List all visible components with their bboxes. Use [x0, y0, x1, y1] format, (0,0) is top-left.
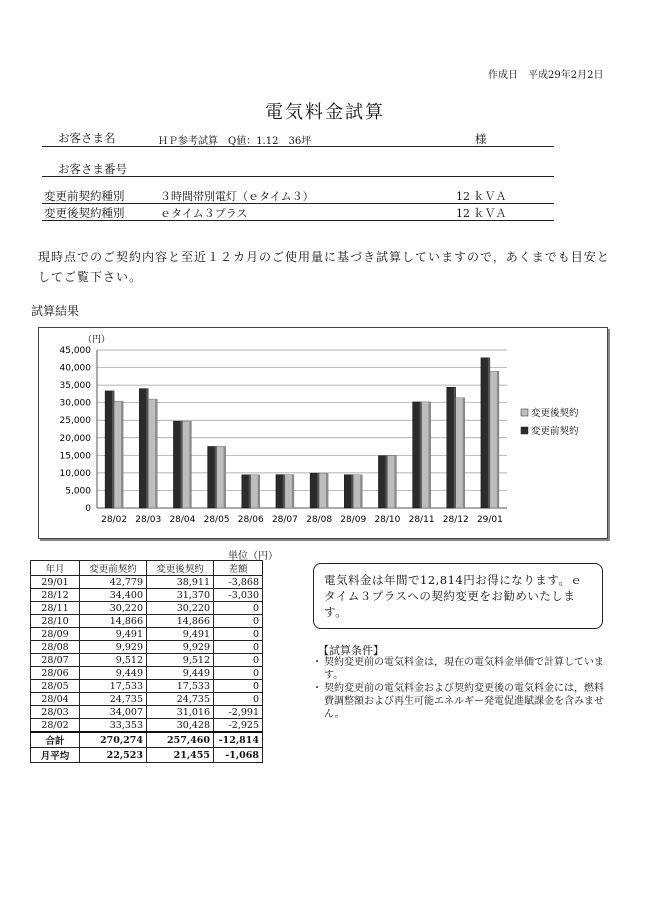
contract-before-capacity: 12 ｋＶＡ	[456, 190, 507, 203]
customer-number-underline	[42, 176, 554, 177]
bar-after-shade	[189, 421, 191, 508]
bar-before-shade	[317, 473, 319, 508]
y-tick-label: 25,000	[59, 416, 91, 427]
bar-after-shade	[224, 446, 226, 508]
x-tick-label: 28/05	[203, 515, 230, 525]
cell-diff: 0	[214, 615, 263, 628]
customer-name-label: お客さま名	[58, 131, 116, 145]
bar-after-shade	[326, 473, 328, 508]
contract-before-underline	[42, 203, 554, 204]
table-row	[31, 602, 263, 615]
y-tick-label: 5,000	[65, 486, 91, 497]
x-tick-label: 29/01	[476, 515, 503, 525]
chart-frame	[38, 327, 608, 539]
y-tick-label: 15,000	[59, 451, 91, 462]
cell-before: 34,007	[80, 706, 147, 719]
cell-month: 28/11	[31, 602, 80, 615]
cell-month: 28/04	[31, 693, 80, 706]
cell-before: 34,400	[80, 589, 147, 602]
cell-after: 9,449	[147, 667, 214, 680]
cell-after: 9,491	[147, 628, 214, 641]
cell-before: 24,735	[80, 693, 147, 706]
y-tick-label: 40,000	[59, 363, 91, 374]
legend-swatch	[521, 409, 528, 416]
cell-before: 9,512	[80, 654, 147, 667]
cell-diff: -2,925	[214, 719, 263, 733]
conditions-list	[312, 656, 612, 721]
condition-item: ・ 契約変更前の電気料金および契約変更後の電気料金には，燃料費調整額および再生可能エネルギー発電促進賦課金を含みません。	[312, 682, 612, 721]
cell-total-before: 270,274	[80, 732, 147, 748]
contract-after-capacity: 12 ｋＶＡ	[456, 207, 507, 220]
table-row	[31, 667, 263, 680]
estimate-note: 現時点でのご契約内容と至近１２カ月のご使用量に基づき試算していますので，あくまでも目安としてご覧下さい。	[38, 250, 610, 284]
legend-label: 変更前契約	[531, 426, 579, 437]
contract-after-label: 変更後契約種別	[44, 206, 125, 220]
cell-after: 24,735	[147, 693, 214, 706]
x-tick-label: 28/10	[374, 515, 401, 525]
table-row	[31, 719, 263, 733]
cell-month: 28/02	[31, 719, 80, 733]
savings-message: 電気料金は年間で12,814円お得になります。ｅタイム３プラスへの契約変更をお勧めいたします。	[313, 563, 603, 629]
bar-after-shade	[155, 399, 157, 508]
cell-diff: -3,868	[214, 576, 263, 589]
created-date: 作成日 平成29年2月2日	[488, 70, 604, 81]
cell-diff: 0	[214, 693, 263, 706]
customer-name-value: ＨＰ参考試算 Q値：1.12 36坪	[158, 136, 312, 147]
bar-before-shade	[215, 446, 217, 508]
bar-before-shade	[249, 475, 251, 508]
condition-item: ・ 契約変更前の電気料金は，現在の電気料金単価で計算しています。	[312, 656, 612, 682]
cell-total-label: 月平均	[31, 748, 80, 763]
x-tick-label: 28/02	[101, 515, 128, 525]
header-month: 年月	[31, 561, 80, 576]
bar-after-shade	[292, 475, 294, 508]
y-tick-label: 10,000	[59, 468, 91, 479]
cell-total-before: 22,523	[80, 748, 147, 763]
legend-swatch	[521, 427, 528, 434]
contract-before-label: 変更前契約種別	[44, 189, 125, 203]
cell-total-label: 合計	[31, 732, 80, 748]
cell-after: 31,370	[147, 589, 214, 602]
cell-total-diff: -12,814	[214, 732, 263, 748]
cell-after: 30,220	[147, 602, 214, 615]
cell-before: 30,220	[80, 602, 147, 615]
cell-diff: 0	[214, 641, 263, 654]
table-row	[31, 680, 263, 693]
cell-month: 28/10	[31, 615, 80, 628]
bar-after-shade	[121, 401, 123, 508]
x-tick-label: 28/12	[442, 515, 469, 525]
y-tick-label: 35,000	[59, 381, 91, 392]
y-tick-label: 0	[85, 504, 91, 514]
x-tick-label: 28/07	[271, 515, 298, 525]
contract-after-underline	[42, 220, 554, 221]
table-row	[31, 628, 263, 641]
cell-diff: -3,030	[214, 589, 263, 602]
cell-diff: 0	[214, 602, 263, 615]
cell-before: 42,779	[80, 576, 147, 589]
bar-after-shade	[497, 371, 499, 508]
table-row	[31, 706, 263, 719]
condition-text: 契約変更前の電気料金は，現在の電気料金単価で計算しています。	[324, 657, 604, 681]
bar-chart	[39, 328, 607, 538]
bar-after-shade	[394, 456, 396, 508]
cell-after: 38,911	[147, 576, 214, 589]
table-total-row	[31, 748, 263, 763]
x-tick-label: 28/04	[169, 515, 196, 525]
cell-after: 9,929	[147, 641, 214, 654]
cell-before: 9,449	[80, 667, 147, 680]
cell-month: 28/05	[31, 680, 80, 693]
cell-month: 28/08	[31, 641, 80, 654]
cell-before: 33,353	[80, 719, 147, 733]
cell-after: 17,533	[147, 680, 214, 693]
bar-before-shade	[488, 358, 490, 508]
cell-after: 9,512	[147, 654, 214, 667]
header-after: 変更後契約	[147, 561, 214, 576]
cell-total-after: 257,460	[147, 732, 214, 748]
table-total-row	[31, 732, 263, 748]
table-row	[31, 589, 263, 602]
cell-after: 31,016	[147, 706, 214, 719]
bar-after-shade	[360, 475, 362, 508]
legend-label: 変更後契約	[531, 408, 579, 419]
cell-before: 9,929	[80, 641, 147, 654]
cell-diff: 0	[214, 680, 263, 693]
cell-after: 14,866	[147, 615, 214, 628]
cell-month: 28/12	[31, 589, 80, 602]
cell-diff: 0	[214, 654, 263, 667]
table-unit: 単位（円）	[228, 551, 278, 562]
cell-diff: -2,991	[214, 706, 263, 719]
cell-after: 30,428	[147, 719, 214, 733]
comparison-table	[30, 560, 263, 763]
cell-before: 14,866	[80, 615, 147, 628]
header-diff: 差額	[214, 561, 263, 576]
header-before: 変更前契約	[80, 561, 147, 576]
table-row	[31, 576, 263, 589]
x-tick-label: 28/08	[306, 515, 333, 525]
bar-after-shade	[463, 398, 465, 508]
cell-month: 28/07	[31, 654, 80, 667]
y-tick-label: 45,000	[59, 346, 91, 356]
cell-month: 28/09	[31, 628, 80, 641]
table-row	[31, 641, 263, 654]
cell-total-after: 21,455	[147, 748, 214, 763]
bar-after-shade	[429, 402, 431, 508]
section-title: 試算結果	[31, 304, 80, 318]
page-title: 電気料金試算	[265, 102, 385, 123]
cell-diff: 0	[214, 667, 263, 680]
bar-after-shade	[258, 475, 260, 508]
bar-before-shade	[146, 389, 148, 508]
x-tick-label: 28/09	[340, 515, 367, 525]
bar-before-shade	[180, 421, 182, 508]
table-row	[31, 654, 263, 667]
bar-before-shade	[351, 475, 353, 508]
cell-diff: 0	[214, 628, 263, 641]
y-axis-unit: （円）	[83, 335, 111, 345]
bar-before-shade	[112, 391, 114, 508]
customer-name-underline	[42, 146, 554, 147]
bar-before-shade	[385, 456, 387, 508]
condition-text: 契約変更前の電気料金および契約変更後の電気料金には，燃料費調整額および再生可能エネルギー発電促進賦課金を含みません。	[324, 683, 604, 720]
cell-month: 29/01	[31, 576, 80, 589]
cell-total-diff: -1,068	[214, 748, 263, 763]
cell-month: 28/03	[31, 706, 80, 719]
cell-month: 28/06	[31, 667, 80, 680]
honorific: 様	[475, 132, 487, 146]
customer-number-label: お客さま番号	[58, 162, 127, 176]
y-tick-label: 20,000	[59, 433, 91, 444]
bar-before-shade	[283, 475, 285, 508]
x-tick-label: 28/03	[135, 515, 162, 525]
x-tick-label: 28/06	[237, 515, 264, 525]
x-tick-label: 28/11	[408, 515, 435, 525]
bar-before-shade	[420, 402, 422, 508]
table-row	[31, 693, 263, 706]
y-tick-label: 30,000	[59, 398, 91, 409]
cell-before: 9,491	[80, 628, 147, 641]
contract-after-value: ｅタイム３プラス	[160, 207, 248, 220]
table-row	[31, 615, 263, 628]
bar-before-shade	[454, 387, 456, 508]
contract-before-value: ３時間帯別電灯（ｅタイム３）	[160, 190, 314, 203]
table-header-row	[31, 561, 263, 576]
conditions-title: 【試算条件】	[318, 644, 384, 657]
cell-before: 17,533	[80, 680, 147, 693]
